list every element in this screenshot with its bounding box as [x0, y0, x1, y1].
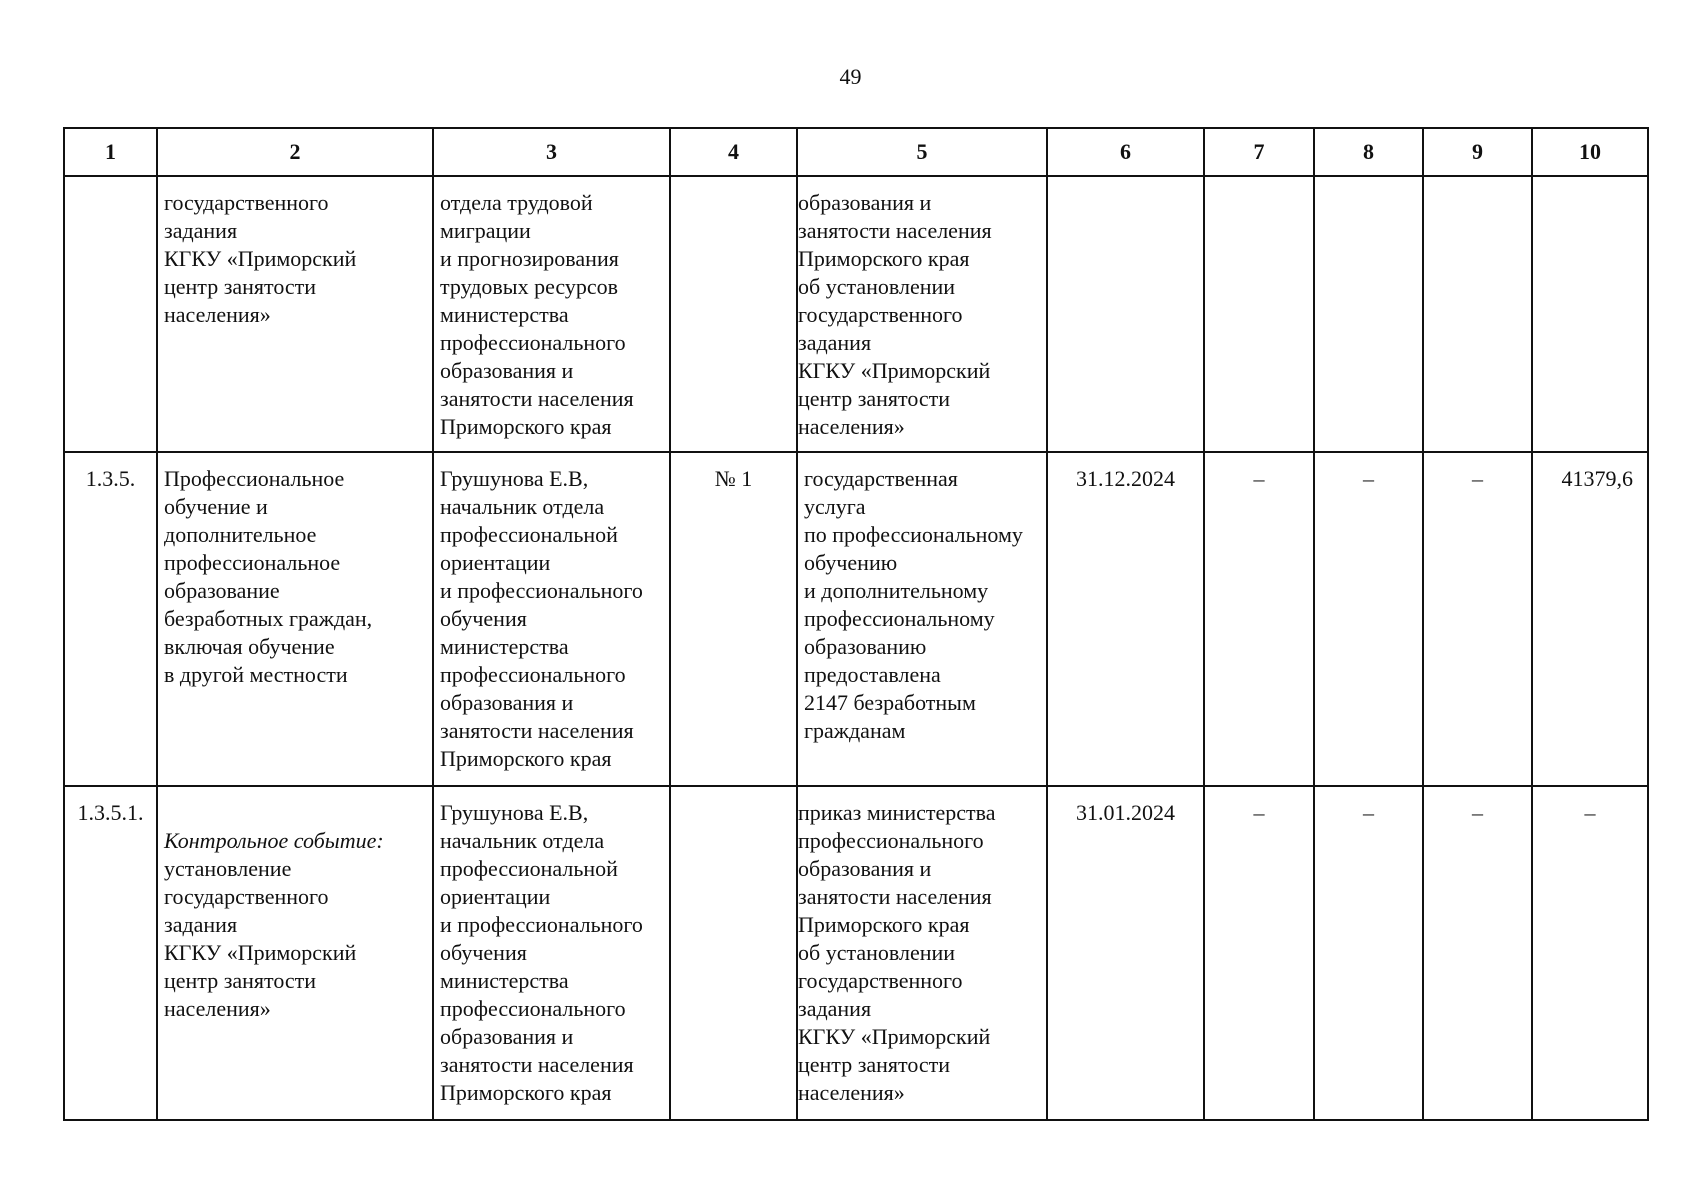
control-event-label: Контрольное событие:	[164, 828, 384, 853]
cell-col7: –	[1204, 452, 1314, 786]
cell-direction: № 1	[670, 452, 797, 786]
column-header: 8	[1314, 128, 1423, 176]
header-row	[64, 128, 1648, 176]
cell-col10: –	[1532, 786, 1648, 1120]
column-header: 7	[1204, 128, 1314, 176]
cell-event-name: Контрольное событие: установление государственного задания КГКУ «Приморский центр занятости населения»	[157, 786, 433, 1120]
cell-col9: –	[1423, 452, 1532, 786]
column-header: 6	[1047, 128, 1204, 176]
cell-number	[64, 176, 157, 452]
column-header: 2	[157, 128, 433, 176]
column-header: 3	[433, 128, 670, 176]
cell-col7: –	[1204, 786, 1314, 1120]
cell-col10	[1532, 176, 1648, 452]
page-number: 49	[839, 64, 862, 89]
table-row	[64, 786, 1648, 1120]
column-header: 5	[797, 128, 1047, 176]
cell-event-name: Профессиональное обучение и дополнительное профессиональное образование безработных граждан, включая обучение в другой местности	[157, 452, 433, 786]
cell-responsible: отдела трудовой миграции и прогнозирования трудовых ресурсов министерства профессионального образования и занятости населения Приморского края	[433, 176, 670, 452]
cell-col10: 41379,6	[1532, 452, 1648, 786]
cell-event-name: государственного задания КГКУ «Приморский центр занятости населения»	[157, 176, 433, 452]
cell-col8	[1314, 176, 1423, 452]
cell-responsible: Грушунова Е.В, начальник отдела профессиональной ориентации и профессионального обучения министерства профессионального образования и занятости населения Приморского края	[433, 452, 670, 786]
cell-col9: –	[1423, 786, 1532, 1120]
cell-date	[1047, 176, 1204, 452]
plan-table	[63, 127, 1649, 1121]
cell-direction	[670, 176, 797, 452]
cell-responsible: Грушунова Е.В, начальник отдела профессиональной ориентации и профессионального обучения министерства профессионального образования и занятости населения Приморского края	[433, 786, 670, 1120]
cell-col7	[1204, 176, 1314, 452]
cell-col9	[1423, 176, 1532, 452]
cell-result: государственная услуга по профессиональному обучению и дополнительному профессиональному образованию предоставлена 2147 безработным гражданам	[797, 452, 1047, 786]
cell-date: 31.01.2024	[1047, 786, 1204, 1120]
column-header: 9	[1423, 128, 1532, 176]
cell-direction	[670, 786, 797, 1120]
column-header: 4	[670, 128, 797, 176]
table-row	[64, 452, 1648, 786]
cell-number: 1.3.5.1.	[64, 786, 157, 1120]
cell-date: 31.12.2024	[1047, 452, 1204, 786]
column-header: 10	[1532, 128, 1648, 176]
table-row	[64, 176, 1648, 452]
cell-result: приказ министерства профессионального образования и занятости населения Приморского края об установлении государственного задания КГКУ «Приморский центр занятости населения»	[797, 786, 1047, 1120]
cell-number: 1.3.5.	[64, 452, 157, 786]
cell-col8: –	[1314, 452, 1423, 786]
column-header: 1	[64, 128, 157, 176]
cell-col8: –	[1314, 786, 1423, 1120]
cell-result: образования и занятости населения Приморского края об установлении государственного задания КГКУ «Приморский центр занятости населения»	[797, 176, 1047, 452]
